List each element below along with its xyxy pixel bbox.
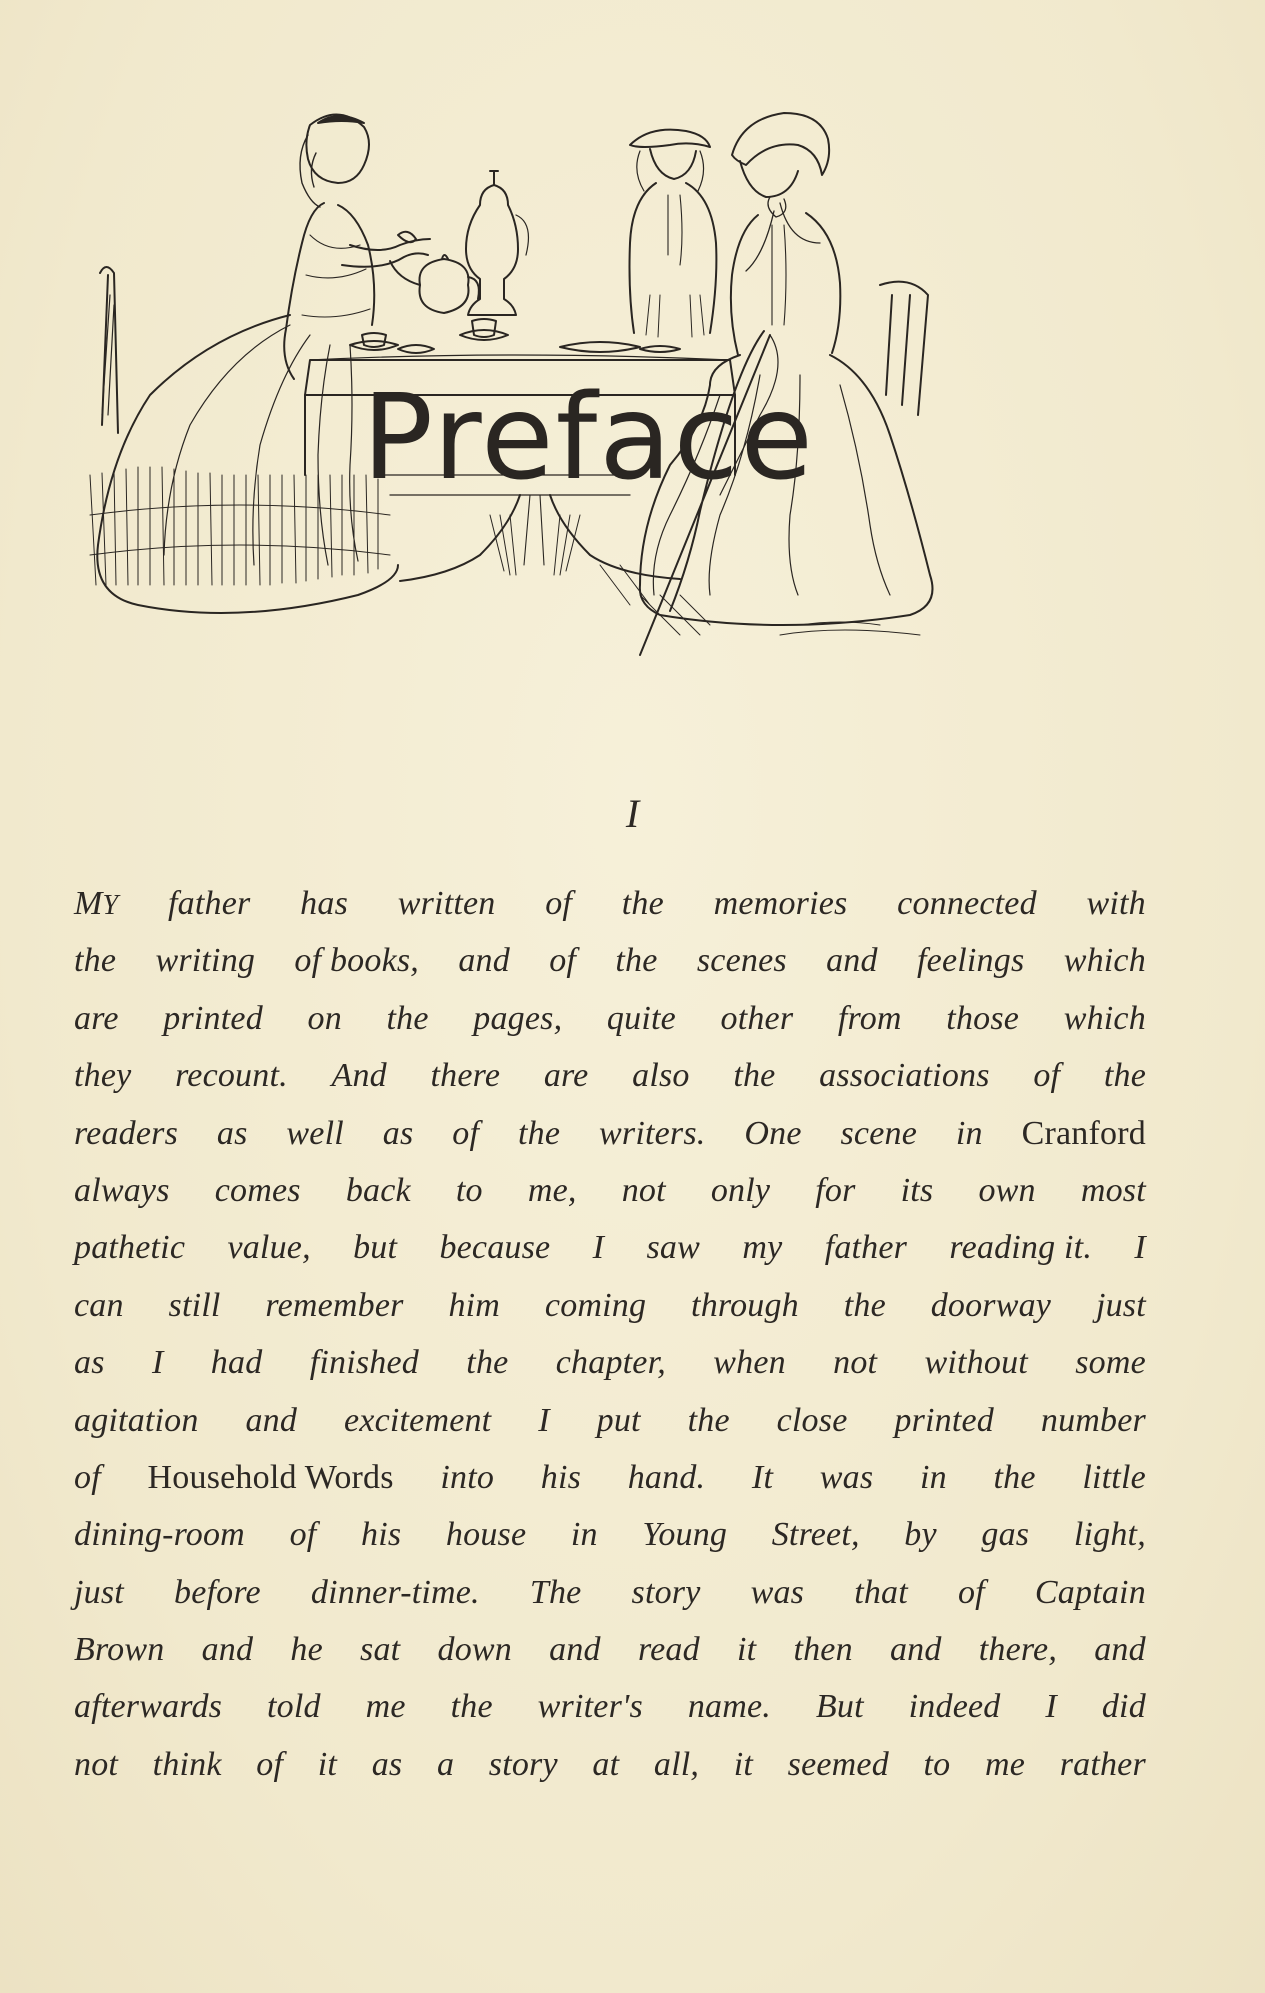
word: quite bbox=[606, 999, 676, 1037]
word: seemed bbox=[787, 1745, 889, 1783]
word: in bbox=[919, 1458, 947, 1496]
word: as bbox=[371, 1745, 403, 1783]
word: dinner-time. bbox=[310, 1573, 480, 1611]
word: always bbox=[74, 1171, 170, 1209]
word: down bbox=[437, 1631, 512, 1669]
word: there, bbox=[978, 1631, 1058, 1669]
word: still bbox=[168, 1286, 221, 1324]
word: One bbox=[744, 1114, 802, 1152]
text-line bbox=[74, 1172, 1146, 1229]
word: then bbox=[793, 1631, 853, 1669]
word: the bbox=[733, 1057, 776, 1095]
word: on bbox=[307, 999, 342, 1037]
text-line bbox=[74, 1057, 1146, 1114]
word: not bbox=[833, 1344, 878, 1382]
word: his bbox=[540, 1458, 582, 1496]
text-line bbox=[74, 1574, 1146, 1631]
word: in bbox=[570, 1516, 598, 1554]
word: and bbox=[201, 1631, 254, 1669]
word: readers bbox=[74, 1114, 179, 1152]
word: rather bbox=[1059, 1745, 1146, 1783]
word: writer's bbox=[537, 1688, 643, 1726]
word: coming bbox=[544, 1286, 647, 1324]
word: there bbox=[430, 1057, 501, 1095]
word: printed bbox=[894, 1401, 994, 1439]
word: all, bbox=[653, 1745, 700, 1783]
word: from bbox=[837, 999, 902, 1037]
word: of bbox=[452, 1114, 480, 1152]
word: story bbox=[631, 1573, 701, 1611]
word: The bbox=[529, 1573, 582, 1611]
word: story bbox=[488, 1745, 558, 1783]
word: afterwards bbox=[74, 1688, 223, 1726]
word: and bbox=[1094, 1631, 1146, 1669]
word: of bbox=[74, 1458, 101, 1496]
word: can bbox=[74, 1286, 124, 1324]
word: But bbox=[815, 1688, 864, 1726]
word: of bbox=[549, 942, 577, 980]
word: and bbox=[826, 942, 878, 980]
page-title: Preface bbox=[362, 368, 815, 506]
word: as bbox=[74, 1344, 105, 1382]
word: pages, bbox=[473, 999, 563, 1037]
word: me bbox=[985, 1745, 1026, 1783]
word: light, bbox=[1073, 1516, 1146, 1554]
word: has bbox=[300, 885, 349, 922]
word: father bbox=[168, 885, 251, 922]
word: I bbox=[592, 1229, 605, 1267]
word: before bbox=[174, 1573, 261, 1611]
word: it bbox=[317, 1745, 338, 1783]
word: and bbox=[889, 1631, 942, 1669]
word: which bbox=[1063, 942, 1146, 980]
word: chapter, bbox=[555, 1344, 666, 1382]
word: other bbox=[720, 999, 794, 1037]
word: I bbox=[1134, 1229, 1146, 1267]
word: only bbox=[710, 1171, 771, 1209]
word: value, bbox=[227, 1229, 311, 1267]
word: father bbox=[824, 1229, 908, 1267]
word: into bbox=[440, 1458, 495, 1496]
word: most bbox=[1080, 1171, 1146, 1209]
word: of books, bbox=[294, 942, 419, 980]
word: put bbox=[596, 1401, 641, 1439]
word: Young bbox=[642, 1516, 728, 1554]
word: also bbox=[632, 1057, 690, 1095]
word: well bbox=[286, 1114, 344, 1152]
word: that bbox=[854, 1573, 908, 1611]
word: his bbox=[361, 1516, 402, 1554]
word: scenes bbox=[696, 942, 787, 980]
word: read bbox=[637, 1631, 700, 1669]
word: Cranford bbox=[1021, 1114, 1146, 1152]
word: as bbox=[382, 1114, 414, 1152]
word: are bbox=[74, 999, 119, 1037]
word: him bbox=[448, 1286, 501, 1324]
word: the bbox=[615, 942, 658, 980]
word: of bbox=[256, 1745, 284, 1783]
word: written bbox=[397, 885, 496, 922]
word: agitation bbox=[74, 1401, 199, 1439]
word: had bbox=[210, 1344, 263, 1382]
word: connected bbox=[897, 885, 1037, 922]
word: hand. bbox=[627, 1458, 706, 1496]
text-line bbox=[74, 1516, 1146, 1573]
word: associations bbox=[819, 1057, 990, 1095]
word: which bbox=[1063, 999, 1146, 1037]
text-line bbox=[74, 1746, 1146, 1803]
word: and bbox=[458, 942, 510, 980]
word: pathetic bbox=[74, 1229, 186, 1267]
word: they bbox=[74, 1057, 132, 1095]
word: in bbox=[955, 1114, 983, 1152]
word: me bbox=[365, 1688, 406, 1726]
word: house bbox=[445, 1516, 527, 1554]
word: it bbox=[736, 1631, 757, 1669]
initial-letter: M bbox=[74, 885, 103, 922]
word: recount. bbox=[175, 1057, 288, 1095]
text-line bbox=[74, 1287, 1146, 1344]
word: I bbox=[151, 1344, 164, 1382]
text-line bbox=[74, 1631, 1146, 1688]
word: Street, bbox=[771, 1516, 860, 1554]
word: not bbox=[621, 1171, 666, 1209]
word: memories bbox=[713, 885, 848, 922]
word: to bbox=[923, 1745, 951, 1783]
word: number bbox=[1040, 1401, 1146, 1439]
word: are bbox=[543, 1057, 589, 1095]
text-line bbox=[74, 1402, 1146, 1459]
word: with bbox=[1086, 885, 1146, 922]
word: Household Words bbox=[147, 1458, 394, 1496]
word: I bbox=[1045, 1688, 1057, 1726]
word: the bbox=[466, 1344, 509, 1382]
word: saw bbox=[646, 1229, 701, 1267]
word: comes bbox=[214, 1171, 301, 1209]
preface-body bbox=[74, 885, 1146, 1803]
word: a bbox=[436, 1745, 455, 1783]
word: the bbox=[518, 1114, 561, 1152]
word: back bbox=[345, 1171, 411, 1209]
word: and bbox=[549, 1631, 601, 1669]
word: because bbox=[439, 1229, 551, 1267]
text-line bbox=[74, 1229, 1146, 1286]
text-line bbox=[74, 942, 1146, 999]
word: did bbox=[1101, 1688, 1146, 1726]
word: through bbox=[691, 1286, 799, 1324]
word: printed bbox=[163, 999, 263, 1037]
word: the bbox=[450, 1688, 493, 1726]
word: it bbox=[733, 1745, 754, 1783]
word: the bbox=[993, 1458, 1036, 1496]
word: was bbox=[819, 1458, 874, 1496]
word: dining-room bbox=[74, 1516, 245, 1554]
word: little bbox=[1082, 1458, 1146, 1496]
word: of bbox=[1033, 1057, 1061, 1095]
initial-word bbox=[74, 885, 118, 923]
word: the bbox=[843, 1286, 886, 1324]
chapter-numeral: I bbox=[625, 791, 640, 836]
word: the bbox=[1103, 1057, 1146, 1095]
word: doorway bbox=[930, 1286, 1052, 1324]
word: sat bbox=[360, 1631, 401, 1669]
text-line bbox=[74, 1000, 1146, 1057]
word: feelings bbox=[917, 942, 1025, 980]
word: the bbox=[687, 1401, 730, 1439]
word: the bbox=[386, 999, 429, 1037]
word: writing bbox=[155, 942, 256, 980]
word: close bbox=[776, 1401, 848, 1439]
word: writers. bbox=[599, 1114, 706, 1152]
word: my bbox=[742, 1229, 783, 1267]
text-line bbox=[74, 1459, 1146, 1516]
word: Captain bbox=[1034, 1573, 1146, 1611]
word: I bbox=[538, 1401, 550, 1439]
word: indeed bbox=[908, 1688, 1001, 1726]
word: was bbox=[750, 1573, 805, 1611]
word: the bbox=[621, 885, 664, 922]
word: excitement bbox=[343, 1401, 492, 1439]
word: think bbox=[152, 1745, 222, 1783]
text-line bbox=[74, 885, 1146, 942]
word: when bbox=[713, 1344, 786, 1382]
word: It bbox=[751, 1458, 774, 1496]
word: Brown bbox=[74, 1631, 165, 1669]
word: some bbox=[1075, 1344, 1146, 1382]
word: the bbox=[74, 942, 117, 980]
word: not bbox=[74, 1745, 119, 1783]
word: me, bbox=[527, 1171, 577, 1209]
word: scene bbox=[840, 1114, 917, 1152]
word: remember bbox=[265, 1286, 404, 1324]
word: of bbox=[289, 1516, 317, 1554]
word: without bbox=[924, 1344, 1028, 1382]
word: for bbox=[815, 1171, 856, 1209]
word: at bbox=[592, 1745, 620, 1783]
word: gas bbox=[981, 1516, 1030, 1554]
word: its bbox=[900, 1171, 934, 1209]
word: but bbox=[353, 1229, 398, 1267]
word: reading it. bbox=[949, 1229, 1093, 1267]
word: told bbox=[267, 1688, 321, 1726]
word: just bbox=[74, 1573, 124, 1611]
text-line bbox=[74, 1115, 1146, 1172]
word: by bbox=[904, 1516, 937, 1554]
text-line bbox=[74, 1344, 1146, 1401]
word: And bbox=[331, 1057, 387, 1095]
word: just bbox=[1095, 1286, 1146, 1324]
word: he bbox=[290, 1631, 323, 1669]
word: finished bbox=[309, 1344, 419, 1382]
word: own bbox=[978, 1171, 1036, 1209]
word: those bbox=[946, 999, 1020, 1037]
word: and bbox=[245, 1401, 298, 1439]
word: of bbox=[957, 1573, 985, 1611]
text-line bbox=[74, 1688, 1146, 1745]
word: name. bbox=[687, 1688, 771, 1726]
word: to bbox=[455, 1171, 483, 1209]
word: of bbox=[545, 885, 573, 922]
initial-smallcaps: Y bbox=[102, 890, 119, 921]
word: as bbox=[216, 1114, 248, 1152]
